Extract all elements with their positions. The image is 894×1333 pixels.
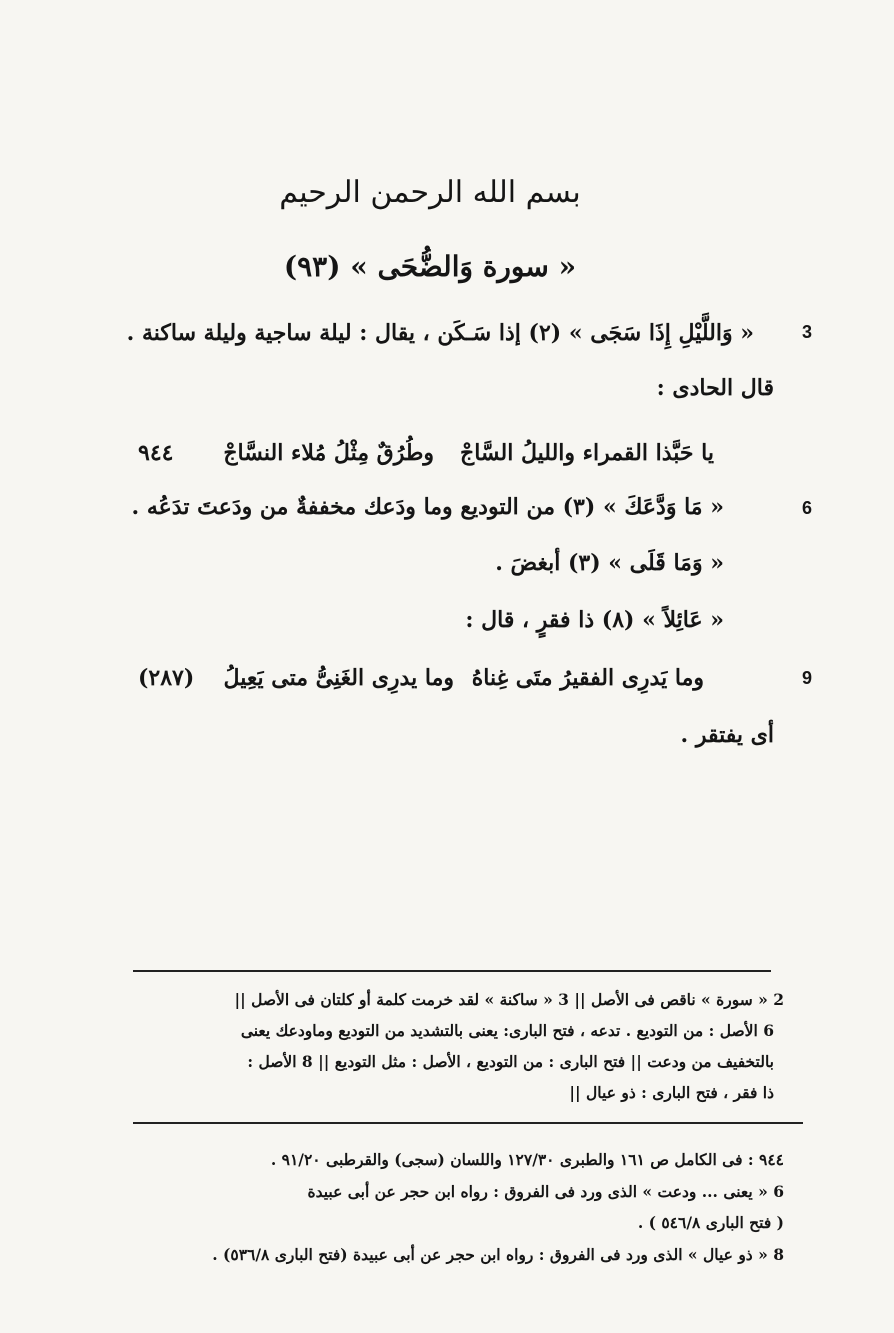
verse-number: (٢٨٧): [138, 665, 195, 691]
text-line: أى يفتقر .: [680, 722, 774, 748]
footnote-divider: [133, 1122, 803, 1124]
verse-hemistich-second: وما يدرِى الغَنِىُّ متى يَعِيلُ: [223, 665, 454, 691]
verse-hemistich-first: وما يَدرِى الفقيرُ متَى غِناهُ: [471, 665, 704, 691]
line-number-9: 9: [802, 668, 813, 688]
surah-title: « سورة وَالضُّحَى » (٩٣): [283, 250, 577, 283]
text-line: « وَاللَّيْلِ إِذَا سَجَى » (٢) إذا سَـكَن ، يقال : ليلة ساجية وليلة ساكنة .: [126, 320, 754, 346]
text-line: « عَائِلاً » (٨) ذا فقرٍ ، قال :: [465, 607, 724, 633]
text-line: « وَمَا قَلَى » (٣) أبغضَ .: [495, 550, 724, 576]
apparatus-line: 6 الأصل : من التوديع . تدعه ، فتح البارى: يعنى بالتشديد من التوديع وماودعك يعنى: [240, 1021, 774, 1040]
basmala-heading: بسم الله الرحمن الرحيم: [279, 175, 581, 210]
source-note-line: ( فتح البارى ٥٤٦/٨ ) .: [637, 1213, 784, 1232]
verse-hemistich-second: وطُرُقٌ مِثْلُ مُلاء النسَّاجْ: [223, 440, 434, 466]
line-number-3: 3: [802, 322, 813, 342]
source-note-line: 8 « ذو عيال » الذى ورد فى الفروق : رواه ابن حجر عن أبى عبيدة (فتح البارى ٥٣٦/٨) .: [212, 1245, 784, 1264]
source-note-line: ٩٤٤ : فى الكامل ص ١٦١ والطبرى ١٢٧/٣٠ واللسان (سجى) والقرطبى ٩١/٢٠ .: [270, 1150, 784, 1169]
apparatus-line: ذا فقر ، فتح البارى : ذو عيال ||: [569, 1083, 774, 1102]
line-number-6: 6: [802, 498, 813, 518]
verse-number: ٩٤٤: [138, 440, 174, 466]
verse-hemistich-first: يا حَبَّذا القمراء والليلُ السَّاجْ: [460, 440, 714, 466]
footnote-divider: [133, 970, 771, 972]
source-note-line: 6 « يعنى ... ودعت » الذى ورد فى الفروق : رواه ابن حجر عن أبى عبيدة: [307, 1182, 784, 1201]
apparatus-line: 2 « سورة » ناقص فى الأصل || 3 « ساكنة » لقد خرمت كلمة أو كلتان فى الأصل ||: [234, 990, 784, 1009]
apparatus-line: بالتخفيف من ودعت || فتح البارى : من التوديع ، الأصل : مثل التوديع || 8 الأصل :: [247, 1052, 774, 1071]
text-line: « مَا وَدَّعَكَ » (٣) من التوديع وما ودَعك مخففةٌ من ودَعتَ تدَعُه .: [131, 494, 724, 520]
text-line: قال الحادى :: [656, 375, 774, 401]
